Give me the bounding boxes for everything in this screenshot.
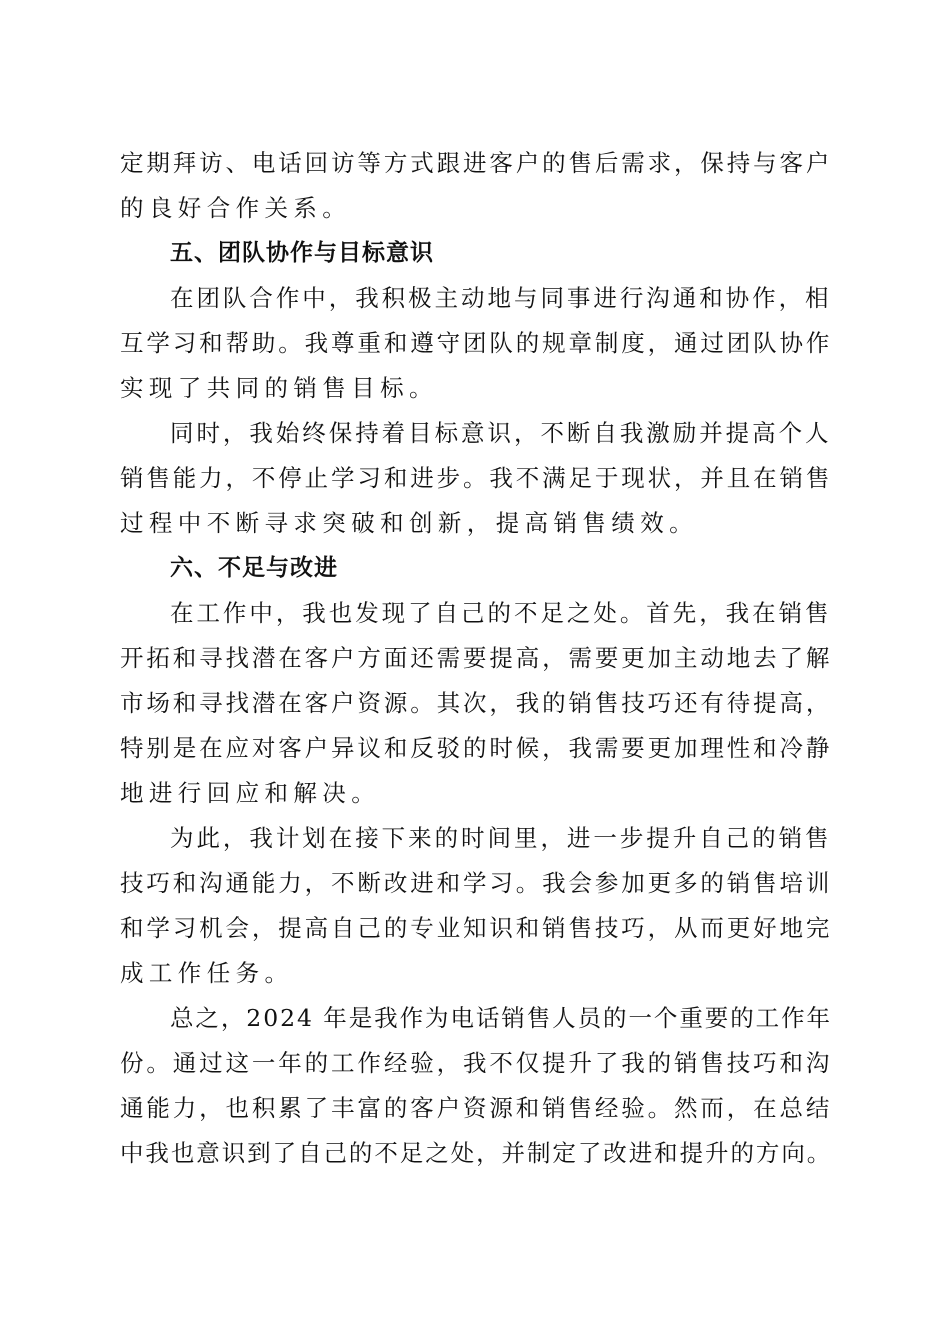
section-heading-5: 五、团队协作与目标意识 [170, 240, 434, 266]
text-line: 实现了共同的销售目标。 [120, 374, 438, 402]
text-line: 开拓和寻找潜在客户方面还需要提高，需要更加主动地去了解 [120, 644, 833, 672]
text-line: 销售能力，不停止学习和进步。我不满足于现状，并且在销售 [120, 464, 833, 492]
section-heading-6: 六、不足与改进 [170, 555, 338, 581]
text-line: 技巧和沟通能力，不断改进和学习。我会参加更多的销售培训 [120, 869, 833, 897]
text-line: 地进行回应和解决。 [120, 779, 381, 807]
paragraph-first-line: 在团队合作中，我积极主动地与同事进行沟通和协作，相 [170, 284, 832, 312]
text-line: 特别是在应对客户异议和反驳的时候，我需要更加理性和冷静 [120, 734, 833, 762]
text-line: 定期拜访、电话回访等方式跟进客户的售后需求，保持与客户 [120, 149, 833, 177]
text-line: 通能力，也积累了丰富的客户资源和销售经验。然而，在总结 [120, 1094, 833, 1122]
document-body [120, 141, 832, 1176]
text-line: 过程中不断寻求突破和创新，提高销售绩效。 [120, 509, 698, 537]
paragraph-first-line: 总之，2024 年是我作为电话销售人员的一个重要的工作年 [170, 1004, 832, 1032]
paragraph-first-line: 为此，我计划在接下来的时间里，进一步提升自己的销售 [170, 824, 832, 852]
text-line: 份。通过这一年的工作经验，我不仅提升了我的销售技巧和沟 [120, 1049, 833, 1077]
paragraph-first-line: 同时，我始终保持着目标意识，不断自我激励并提高个人 [170, 419, 832, 447]
text-line: 的良好合作关系。 [120, 194, 352, 222]
text-line: 互学习和帮助。我尊重和遵守团队的规章制度，通过团队协作 [120, 329, 833, 357]
text-line: 市场和寻找潜在客户资源。其次，我的销售技巧还有待提高， [120, 689, 833, 717]
paragraph-first-line: 在工作中，我也发现了自己的不足之处。首先，我在销售 [170, 599, 832, 627]
text-line: 成工作任务。 [120, 959, 294, 987]
text-line: 中我也意识到了自己的不足之处，并制定了改进和提升的方向。 [120, 1139, 833, 1167]
text-line: 和学习机会，提高自己的专业知识和销售技巧，从而更好地完 [120, 914, 833, 942]
